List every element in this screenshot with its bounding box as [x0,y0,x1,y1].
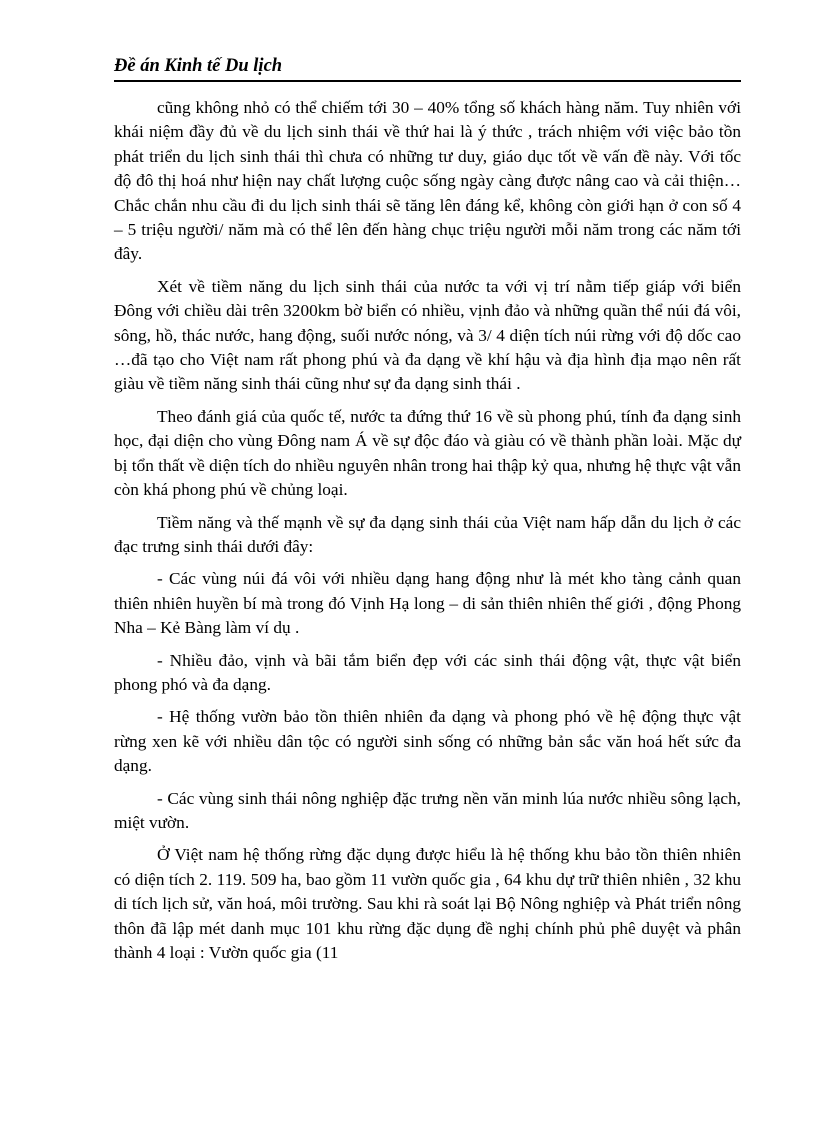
paragraph-2: Xét về tiềm năng du lịch sinh thái của nước ta với vị trí nằm tiếp giáp với biển Đông với chiều dài trên 3200km bờ biển có nhiều, vịnh đảo và những quần thể núi đá vôi, sông, hồ, thác nước, hang động, suối nước nóng, và 3/ 4 diện tích núi rừng với độ dốc cao …đã tạo cho Việt nam rất phong phú và đa dạng về khí hậu và địa hình địa mạo nên rất giàu về tiềm năng sinh thái cũng như sự đa dạng sinh thái . [114,276,741,394]
bullet-item-3: - Hệ thống vườn bảo tồn thiên nhiên đa dạng và phong phó về hệ động thực vật rừng xen kẽ với nhiều dân tộc có người sinh sống có những bản sắc văn hoá hết sức đa dạng. [114,707,741,776]
document-body [114,96,741,973]
bullet-item-1: - Các vùng núi đá vôi với nhiều dạng hang động như là mét kho tàng cảnh quan thiên nhiên huyền bí mà trong đó Vịnh Hạ long – di sản thiên nhiên thế giới , động Phong Nha – Kẻ Bàng làm ví dụ . [114,569,741,638]
paragraph-4: Tiềm năng và thế mạnh về sự đa dạng sinh thái của Việt nam hấp dẫn du lịch ở các đạc trưng sinh thái dưới đây: [114,512,741,556]
paragraph-3: Theo đánh giá của quốc tế, nước ta đứng thứ 16 về sù phong phú, tính đa dạng sinh học, đại diện cho vùng Đông nam Á về sự độc đáo và giàu có về thành phần loài. Mặc dự bị tổn thất về diện tích do nhiều nguyên nhân trong hai thập kỷ qua, nhưng hệ thực vật vẫn còn khá phong phú về chủng loại. [114,406,741,500]
bullet-item-2: - Nhiều đảo, vịnh và bãi tắm biển đẹp với các sinh thái động vật, thực vật biển phong phó và đa dạng. [114,650,741,694]
bullet-item-4: - Các vùng sinh thái nông nghiệp đặc trưng nền văn minh lúa nước nhiều sông lạch, miệt vườn. [114,788,741,832]
header-title: Đề án Kinh tế Du lịch [114,56,283,76]
paragraph-1: cũng không nhỏ có thể chiếm tới 30 – 40% tổng số khách hàng năm. Tuy nhiên với khái niệm đầy đủ về du lịch sinh thái về thứ hai là ý thức , trách nhiệm với việc bảo tồn phát triển du lịch sinh thái thì chưa có những tư duy, giáo dục tốt về vấn đề này. Với tốc độ đô thị hoá như hiện nay chất lượng cuộc sống ngày càng được nâng cao và cải thiện…Chắc chắn nhu cầu đi du lịch sinh thái sẽ tăng lên đáng kể, không còn giới hạn ở con số 4 – 5 triệu người/ năm mà có thể lên đến hàng chục triệu người mỗi năm trong các năm tới đây. [114,98,741,264]
page-header [114,54,741,82]
paragraph-5: Ở Việt nam hệ thống rừng đặc dụng được hiểu là hệ thống khu bảo tồn thiên nhiên có diện tích 2. 119. 509 ha, bao gồm 11 vườn quốc gia , 64 khu dự trữ thiên nhiên , 32 khu di tích lịch sử, văn hoá, môi trường. Sau khi rà soát lại Bộ Nông nghiệp và Phát triển nông thôn đã lập mét danh mục 101 khu rừng đặc dụng đề nghị chính phủ phê duyệt và phân thành 4 loại : Vườn quốc gia (11 [114,845,741,962]
